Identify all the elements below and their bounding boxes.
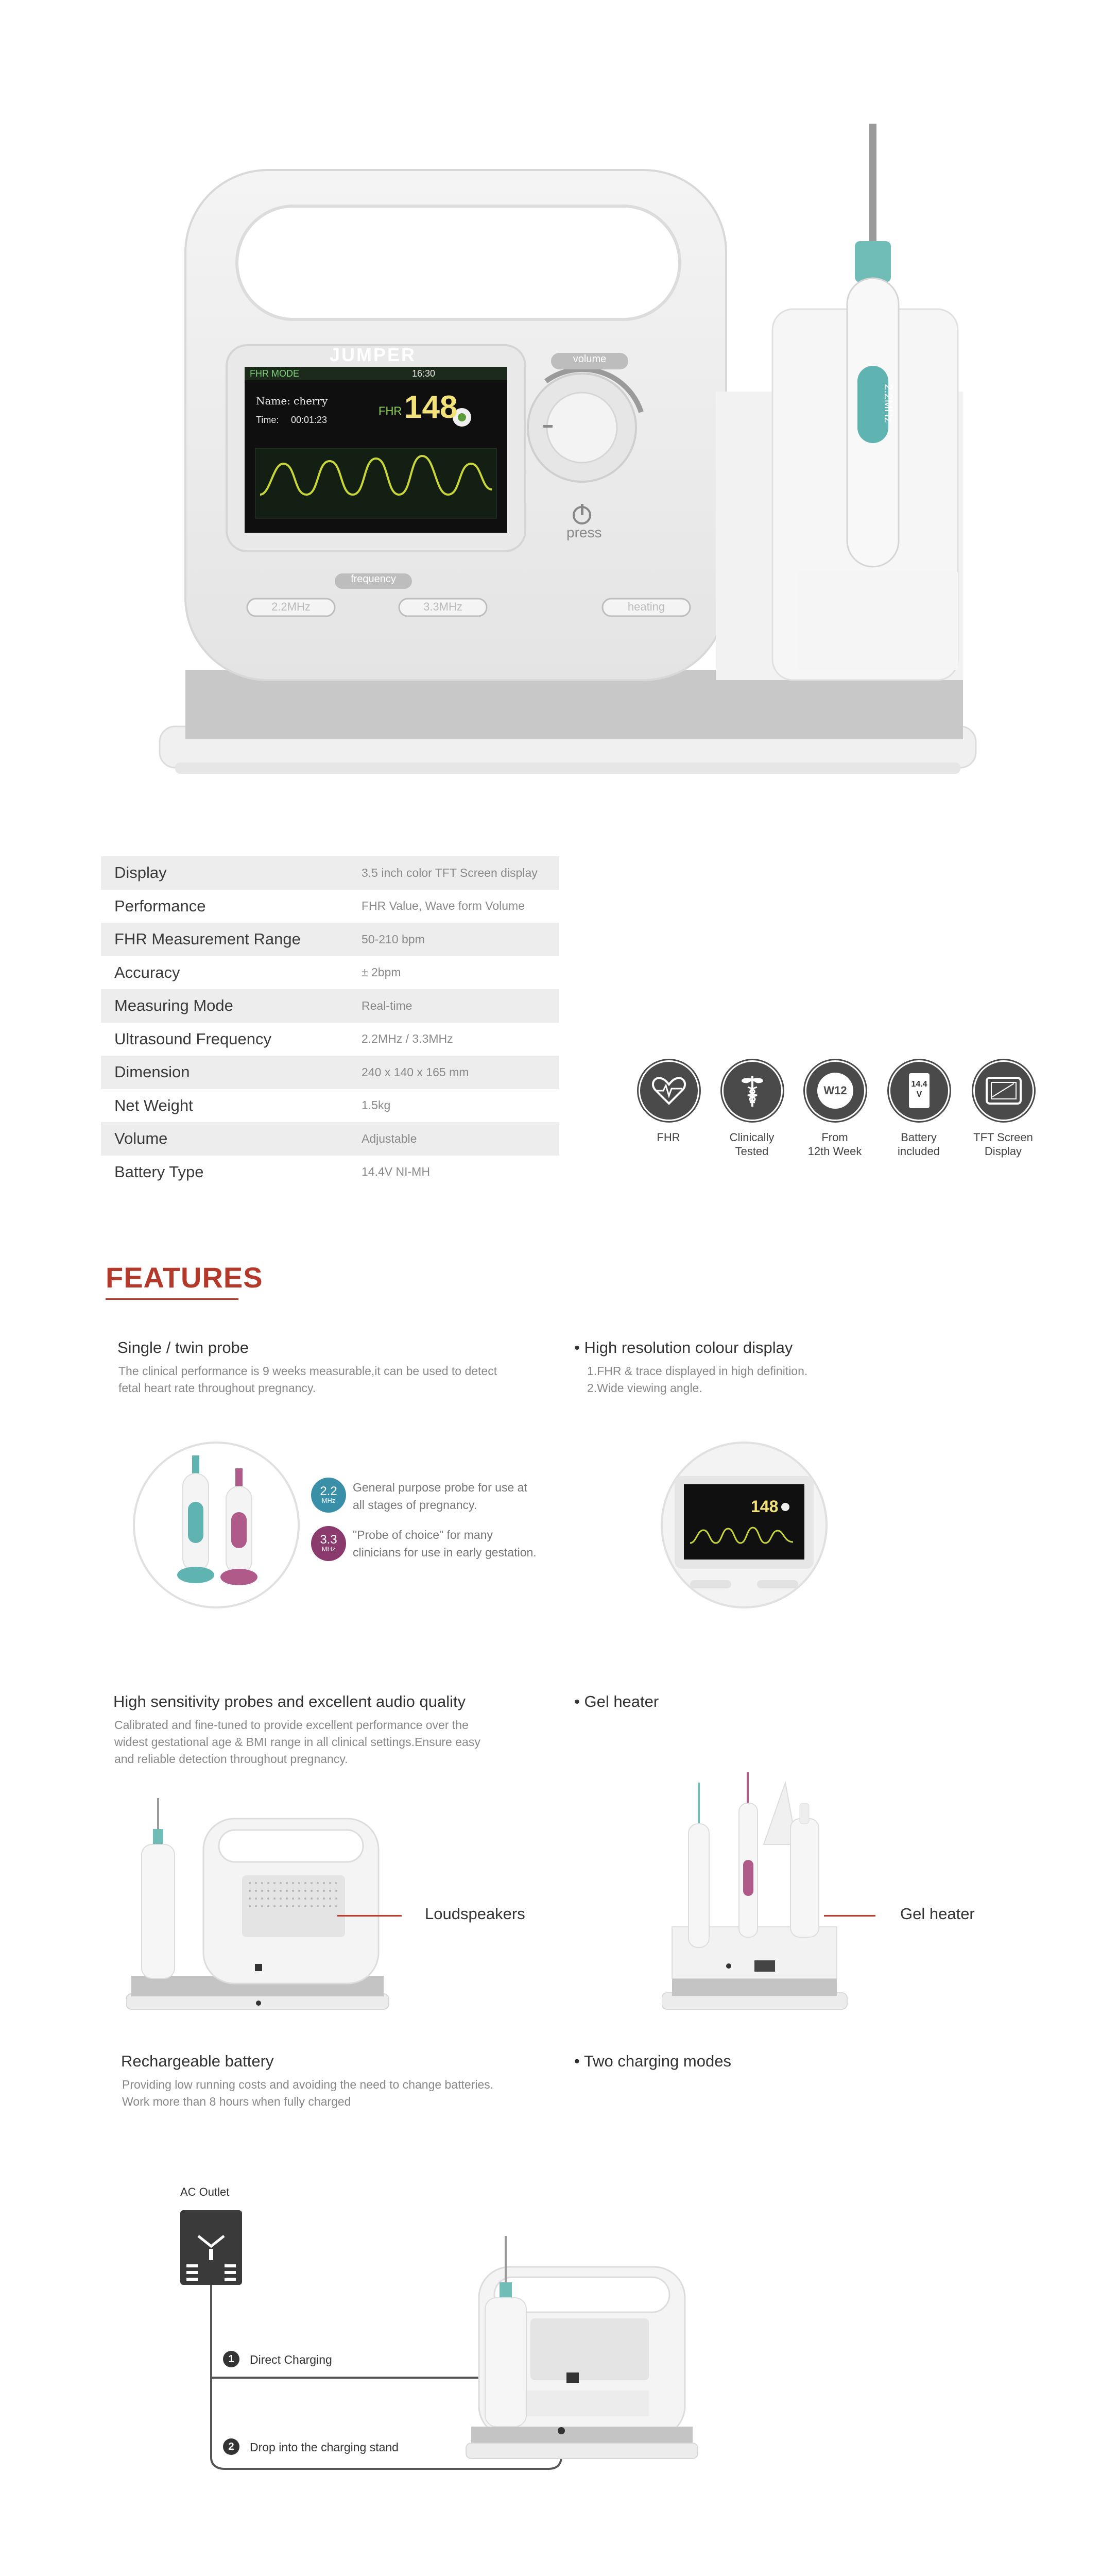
loudspeakers-label: Loudspeakers [425, 1905, 525, 1923]
icon-tft-screen [973, 1060, 1033, 1158]
gel-heater-illustration [662, 1772, 852, 2014]
screen-name-label: Name: [256, 395, 290, 407]
screen-time-label: Time: [256, 415, 279, 425]
icon-clinically-line1: Clinically [729, 1131, 775, 1144]
step1-label: Direct Charging [250, 2353, 332, 2366]
spec-value: 3.5 inch color TFT Screen display [362, 866, 538, 879]
battery-voltage: 14.4 [911, 1080, 927, 1089]
press-label: press [566, 524, 602, 540]
probe-label: 2.2MHz [882, 384, 895, 423]
icon-battery-included [889, 1060, 949, 1158]
fetus-icon [817, 1073, 853, 1109]
badge-22-unit: MHz [321, 1497, 336, 1504]
icon-battery-line1: Battery [901, 1131, 937, 1144]
display-closeup-illustration [659, 1440, 829, 1610]
screen-time-value: 00:01:23 [291, 415, 328, 425]
icon-fhr [639, 1060, 698, 1144]
badge-33-text-1: "Probe of choice" for many [353, 1528, 493, 1541]
icon-fhr-line1: FHR [657, 1131, 680, 1144]
caduceus-icon [734, 1073, 770, 1109]
gel-heading: • Gel heater [574, 1692, 659, 1710]
step1-number: 1 [223, 2351, 239, 2367]
btn-22mhz[interactable]: 2.2MHz [271, 600, 311, 613]
spec-value: FHR Value, Wave form Volume [362, 899, 525, 913]
spec-label: Ultrasound Frequency [114, 1029, 271, 1048]
volume-label: volume [573, 353, 607, 365]
spec-row [101, 989, 559, 1023]
btn-heating[interactable]: heating [627, 600, 665, 613]
features-title: FEATURES [106, 1261, 263, 1294]
audio-desc-3: and reliable detection throughout pregnancy. [114, 1752, 348, 1766]
icon-battery-line2: included [898, 1145, 940, 1158]
screen-fhr-value: 148 [404, 389, 458, 425]
probe-desc-1: The clinical performance is 9 weeks measurable,it can be used to detect [118, 1364, 497, 1378]
spec-value: 1.5kg [362, 1098, 391, 1112]
charging-heading: • Two charging modes [574, 2052, 731, 2070]
spec-value: Adjustable [362, 1131, 417, 1145]
spec-row [101, 890, 559, 923]
badge-22mhz [311, 1478, 346, 1513]
display-heading: • High resolution colour display [574, 1338, 793, 1357]
spec-value: 14.4V NI-MH [362, 1165, 430, 1179]
screen-icon [985, 1076, 1022, 1105]
badge-22-text-1: General purpose probe for use at [353, 1481, 527, 1494]
gel-heater-callout-line [824, 1915, 875, 1917]
features-underline [106, 1298, 238, 1300]
audio-desc-2: widest gestational age & BMI range in all clinical settings.Ensure easy [114, 1735, 480, 1749]
device-hero-illustration [154, 124, 989, 804]
screen-name-value: cherry [294, 395, 328, 407]
icon-week-line1: From [821, 1131, 848, 1144]
spec-value: 240 x 140 x 165 mm [362, 1065, 469, 1079]
device-brand: JUMPER [330, 344, 417, 365]
loudspeakers-callout-line [337, 1915, 402, 1917]
audio-desc-1: Calibrated and fine-tuned to provide excellent performance over the [114, 1718, 469, 1732]
spec-row [101, 1122, 559, 1156]
twin-probe-illustration [131, 1440, 301, 1610]
icon-clinically-line2: Tested [735, 1145, 769, 1158]
spec-label: Measuring Mode [114, 996, 233, 1015]
spec-value: ± 2bpm [362, 965, 401, 979]
loudspeaker-device-illustration [126, 1798, 394, 2014]
badge-22-num: 2.2 [320, 1484, 337, 1498]
step2-label: Drop into the charging stand [250, 2441, 399, 2454]
spec-label: FHR Measurement Range [114, 930, 301, 948]
week-badge-text: W12 [823, 1084, 847, 1097]
battery-icon [909, 1073, 930, 1108]
battery-unit: V [916, 1090, 922, 1099]
battery-heading: Rechargeable battery [121, 2052, 274, 2070]
badge-33-text-2: clinicians for use in early gestation. [353, 1546, 537, 1559]
gel-heater-label: Gel heater [900, 1905, 975, 1923]
spec-row [101, 1156, 559, 1189]
spec-value: 2.2MHz / 3.3MHz [362, 1032, 453, 1046]
badge-33-unit: MHz [321, 1545, 336, 1553]
ac-outlet-label: AC Outlet [180, 2185, 230, 2198]
spec-label: Battery Type [114, 1162, 204, 1181]
audio-heading: High sensitivity probes and excellent audio quality [113, 1692, 466, 1710]
spec-table [101, 856, 559, 1189]
battery-desc-2: Work more than 8 hours when fully charged [122, 2095, 351, 2108]
icon-tft-line1: TFT Screen [973, 1131, 1033, 1144]
spec-value: Real-time [362, 998, 412, 1012]
screen-fhr-label: FHR [379, 404, 402, 417]
badge-33-num: 3.3 [320, 1533, 337, 1547]
device-handle[interactable] [237, 206, 680, 319]
icon-week-line2: 12th Week [807, 1145, 862, 1158]
spec-label: Dimension [114, 1063, 190, 1081]
icon-clinically-tested [722, 1060, 782, 1158]
spec-label: Net Weight [114, 1096, 193, 1114]
probe-desc-2: fetal heart rate throughout pregnancy. [118, 1381, 316, 1395]
spec-row [101, 1089, 559, 1123]
spec-value: 50-210 bpm [362, 932, 425, 946]
spec-label: Performance [114, 896, 206, 915]
battery-desc-1: Providing low running costs and avoiding the need to change batteries. [122, 2078, 494, 2091]
spec-label: Accuracy [114, 963, 180, 981]
step2-number: 2 [223, 2438, 239, 2455]
icon-from-12th-week [805, 1060, 865, 1158]
spec-row [101, 1056, 559, 1089]
screen-clock: 16:30 [412, 368, 436, 379]
spec-row [101, 923, 559, 956]
frequency-label: frequency [351, 573, 396, 585]
spec-label: Display [114, 863, 167, 882]
spec-row [101, 1023, 559, 1056]
probe-heading: Single / twin probe [117, 1338, 249, 1357]
heart-icon [651, 1075, 687, 1106]
closeup-fhr-value: 148 [751, 1497, 779, 1516]
icon-tft-line2: Display [984, 1145, 1022, 1158]
spec-label: Volume [114, 1129, 168, 1148]
btn-33mhz[interactable]: 3.3MHz [423, 600, 462, 613]
spec-row [101, 956, 559, 990]
display-desc-2: 2.Wide viewing angle. [587, 1381, 702, 1395]
badge-33mhz [311, 1526, 346, 1561]
display-desc-1: 1.FHR & trace displayed in high definition. [587, 1364, 808, 1378]
spec-row [101, 856, 559, 890]
badge-22-text-2: all stages of pregnancy. [353, 1498, 477, 1512]
screen-mode: FHR MODE [250, 368, 299, 379]
